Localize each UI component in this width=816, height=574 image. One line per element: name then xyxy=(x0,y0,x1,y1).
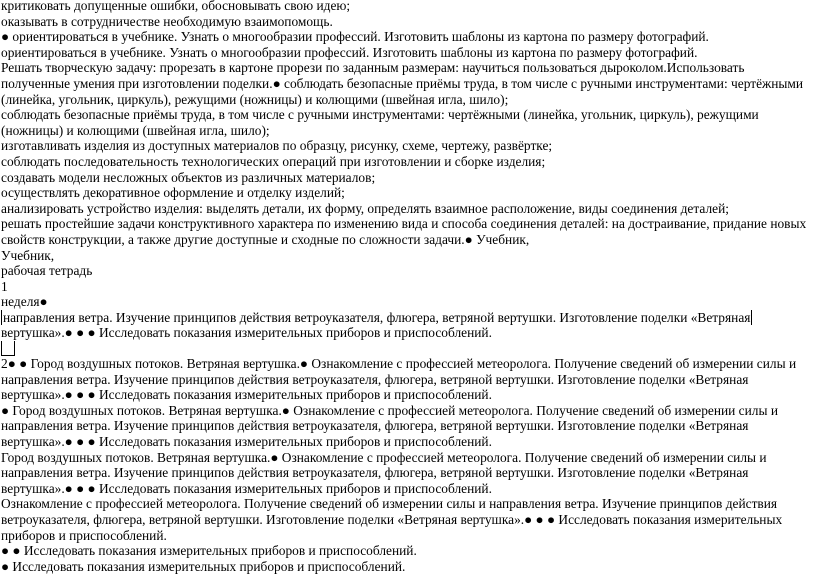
text-para-construct-tasks: решать простейшие задачи конструктивного характера по изменению вида и способа соединения деталей: на достраивание, придание новых свойств конструкции, а также другие доступные и сходные по сложности задачи.● Учебник, xyxy=(1,216,807,247)
text-para-air-flows: Город воздушных потоков. Ветряная вертушка.● Ознакомление с профессией метеоролога. Получение сведений об измерении силы и направления ветра. Изучение принципов действия ветроуказателя, флюгера, ветряной вертушки. Изготовление поделки «Ветряная вертушка».● ● ● Исследовать показания измерительных приборов и приспособлений. xyxy=(1,449,767,496)
text-line-week: неделя● xyxy=(1,294,48,310)
text-line-decoration: осуществлять декоративное оформление и отделку изделий; xyxy=(1,185,345,201)
text-line-mutual-help: оказывать в сотрудничестве необходимую взаимопомощь. xyxy=(1,13,333,29)
text-line-pinwheel-research: вертушка».● ● ● Исследовать показания измерительных приборов и приспособлений. xyxy=(1,325,492,341)
text-line-orient: ориентироваться в учебнике. Узнать о многообразии профессий. Изготовить шаблоны из картона по размеру фотографий. xyxy=(1,44,698,60)
text-line-workbook: рабочая тетрадь xyxy=(1,263,93,279)
text-para-meteorologist: Ознакомление с профессией метеоролога. Получение сведений об измерении силы и направления ветра. Изучение принципов действия ветроуказателя, флюгера, ветряной вертушки. Изготовление поделки «Ветряная вертушка».● ● ● Исследовать показания измерительных приборов и приспособлений. xyxy=(1,496,783,543)
text-line-make-items: изготавливать изделия из доступных материалов по образцу, рисунку, схеме, чертежу, развёртке; xyxy=(1,138,553,154)
text-line-textbook: Учебник, xyxy=(1,247,55,263)
text-line-week-number: 1 xyxy=(1,278,8,294)
text-para-safety: соблюдать безопасные приёмы труда, в том числе с ручными инструментами: чертёжными (линейка, угольник, циркуль), режущими (ножницы) и колющими (швейная игла, шило); xyxy=(1,107,759,138)
text-line-bullet-orient: ● ориентироваться в учебнике. Узнать о многообразии профессий. Изготовить шаблоны из картона по размеру фотографий. xyxy=(1,29,709,45)
table-cell-border xyxy=(1,341,15,356)
text-para-creative-task: Решать творческую задачу: прорезать в картоне прорези по заданным размерам: научиться пользоваться дыроколом.Использовать полученные умения при изготовлении поделки.● соблюдать безопасные приёмы труда, в том числе с ручными инструментами: чертёжными (линейка, угольник, циркуль), режущими (ножницы) и колющими (швейная игла, шило); xyxy=(1,60,804,107)
text-line-wind-direction xyxy=(1,310,813,326)
text-line-models: создавать модели несложных объектов из различных материалов; xyxy=(1,169,376,185)
text-cell-wind-direction: направления ветра. Изучение принципов действия ветроуказателя, флюгера, ветряной вертушки. Изготовление поделки «Ветряная xyxy=(3,309,751,325)
text-line-critique: критиковать допущенные ошибки, обосновывать свою идею; xyxy=(1,0,351,13)
document-body xyxy=(1,0,813,574)
table-cell-gap xyxy=(1,341,813,356)
text-para-air-flows-bullet: ● Город воздушных потоков. Ветряная вертушка.● Ознакомление с профессией метеоролога. Получение сведений об измерении силы и направления ветра. Изучение принципов действия ветроуказателя, флюгера, ветряной вертушки. Изготовление поделки «Ветряная вертушка».● ● ● Исследовать показания измерительных приборов и приспособлений. xyxy=(1,402,778,450)
text-line-instruments-two-bullets: ● ● Исследовать показания измерительных приборов и приспособлений. xyxy=(1,543,417,559)
text-para-lesson-two: 2● ● Город воздушных потоков. Ветряная вертушка.● Ознакомление с профессией метеоролога. Получение сведений об измерении силы и направления ветра. Изучение принципов действия ветроуказателя, флюгера, ветряной вертушки. Изготовление поделки «Ветряная вертушка».● ● ● Исследовать показания измерительных приборов и приспособлений. xyxy=(1,356,797,403)
text-line-sequence: соблюдать последовательность технологических операций при изготовлении и сборке изделия; xyxy=(1,153,546,169)
text-line-instruments-bullet: ● Исследовать показания измерительных приборов и приспособлений. xyxy=(1,558,406,574)
text-line-analyze: анализировать устройство изделия: выделять детали, их форму, определять взаимное расположение, виды соединения деталей; xyxy=(1,200,729,216)
